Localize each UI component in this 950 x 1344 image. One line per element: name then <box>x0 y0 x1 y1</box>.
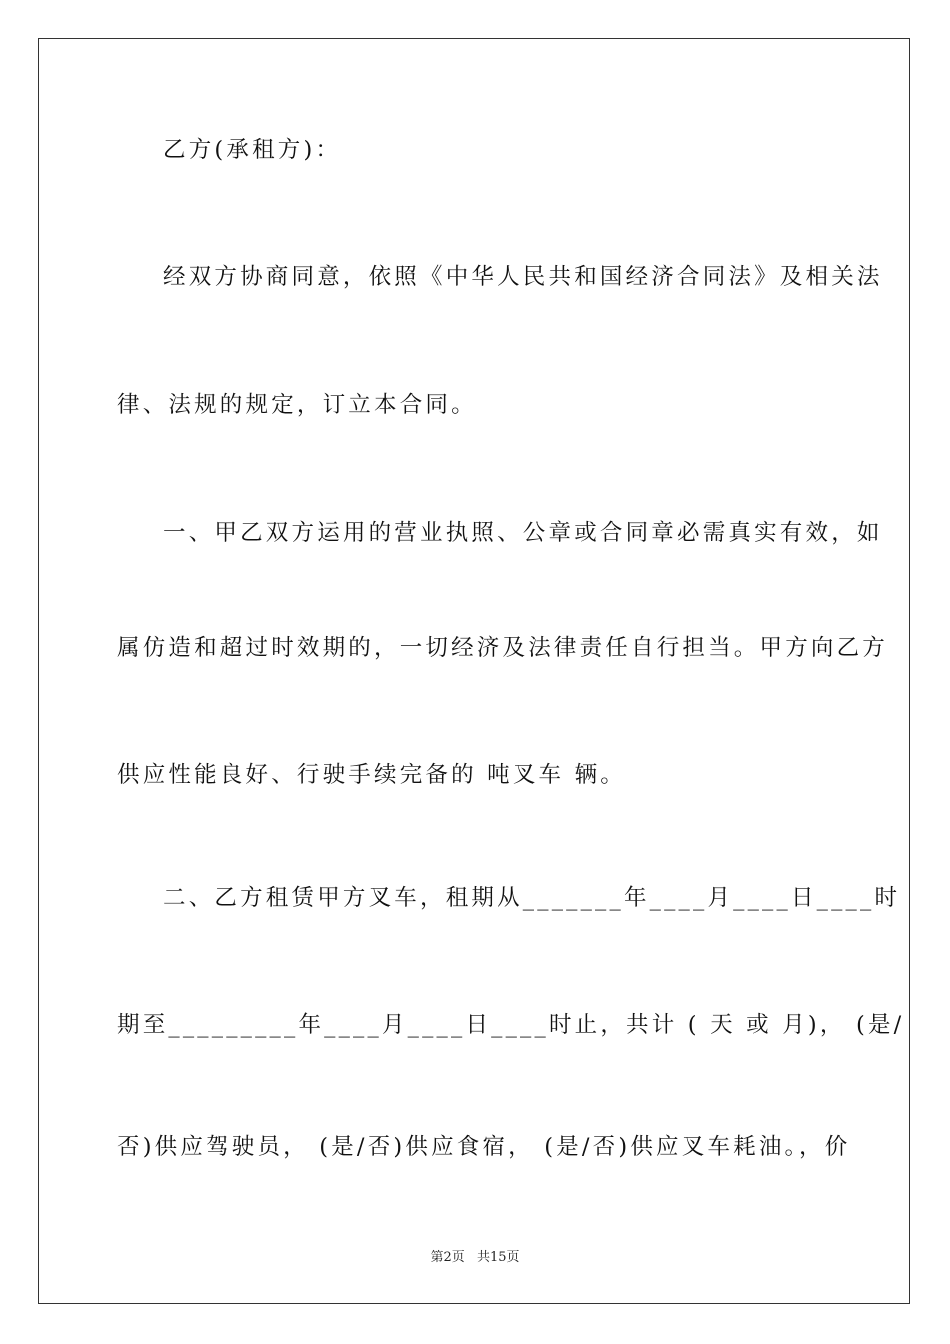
paragraph-line: 律、法规的规定，订立本合同。 <box>117 392 477 418</box>
clause-two-line: 二、乙方租赁甲方叉车，租期从_______年____月____日____时 <box>163 885 901 911</box>
paragraph-line: 属仿造和超过时效期的，一切经济及法律责任自行担当。甲方向乙方 <box>117 635 889 661</box>
party-b-line: 乙方(承租方)： <box>163 137 342 163</box>
page-border <box>38 38 910 1304</box>
page-footer <box>0 1246 950 1265</box>
page-number: 第2页 <box>430 1250 465 1265</box>
paragraph-line: 期至_________年____月____日____时止，共计 ( 天 或 月)， (是/ <box>117 1012 905 1038</box>
paragraph-line: 经双方协商同意，依照《中华人民共和国经济合同法》及相关法 <box>163 264 883 290</box>
paragraph-line: 否)供应驾驶员， (是/否)供应食宿， (是/否)供应叉车耗油。，价 <box>117 1134 851 1160</box>
page-total: 共15页 <box>476 1250 520 1265</box>
clause-one-line: 一、甲乙双方运用的营业执照、公章或合同章必需真实有效，如 <box>163 520 883 546</box>
paragraph-line: 供应性能良好、行驶手续完备的 吨叉车 辆。 <box>117 762 627 788</box>
